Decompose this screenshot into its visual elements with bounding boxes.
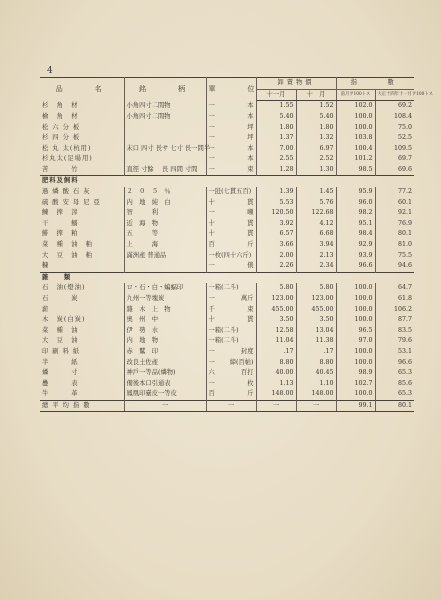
item-grade: 奧 州 中 xyxy=(124,315,206,326)
item-grade xyxy=(124,122,206,133)
unit-measure: 本 xyxy=(247,112,254,120)
index-prev-month: 103.8 xyxy=(336,133,375,144)
header-index-prev-month: 前月ヲ100トス xyxy=(336,89,375,101)
item-name: 石 油(燈油) xyxy=(40,283,124,294)
item-unit xyxy=(206,294,256,305)
index-base: 60.1 xyxy=(397,198,412,206)
item-unit xyxy=(206,165,256,176)
index-base: 81.0 xyxy=(397,241,412,249)
price-november: 148.00 xyxy=(256,389,296,400)
header-grade: 銘 柄 xyxy=(124,78,206,101)
item-unit xyxy=(206,144,256,155)
index-prev-month: 96.5 xyxy=(336,326,375,337)
table-row xyxy=(40,219,414,230)
item-unit xyxy=(206,251,256,262)
unit-measure: 枚 xyxy=(247,379,254,387)
unit-quantity: 一 xyxy=(208,358,215,366)
total-index-prev: 99.1 xyxy=(336,400,375,412)
unit-quantity: 一 xyxy=(208,262,215,270)
table-row xyxy=(40,198,414,209)
unit-measure: 斤 xyxy=(247,390,254,398)
unit-quantity: 一 xyxy=(208,209,215,217)
item-unit xyxy=(206,198,256,209)
index-prev-month: 95.9 xyxy=(336,187,375,198)
item-unit xyxy=(206,229,256,240)
section-title: 肥料及飼料 xyxy=(40,176,414,187)
item-unit xyxy=(206,389,256,400)
item-unit xyxy=(206,368,256,379)
index-prev-month: 100.0 xyxy=(336,112,375,123)
unit-measure: 束 xyxy=(247,165,254,173)
index-base: 96.6 xyxy=(397,358,412,366)
unit-quantity: 一箱(二斗) xyxy=(208,326,239,334)
price-november: 1.80 xyxy=(256,122,296,133)
index-base: 52.5 xyxy=(397,134,412,142)
index-prev-month: 101.2 xyxy=(336,154,375,165)
item-unit xyxy=(206,315,256,326)
unit-measure: 貫 xyxy=(247,230,254,238)
item-grade: ロ・石・白・蝙蝠印 xyxy=(124,283,206,294)
item-grade: 鳳凰印臺皮一等皮 xyxy=(124,389,206,400)
unit-quantity: 十 xyxy=(208,230,215,238)
header-november: 十一月 xyxy=(256,89,296,101)
item-grade xyxy=(124,154,206,165)
unit-quantity: 一 xyxy=(208,295,215,303)
item-grade: 九州一等塊炭 xyxy=(124,294,206,305)
unit-measure: 萬斤 xyxy=(240,295,254,303)
item-grade: 滿洲產 普通品 xyxy=(124,251,206,262)
index-base: 75.0 xyxy=(397,123,412,131)
item-unit xyxy=(206,357,256,368)
index-prev-month: 100.0 xyxy=(336,389,375,400)
price-october: 1.30 xyxy=(296,165,336,176)
item-name: 牛 革 xyxy=(40,389,124,400)
unit-measure: 本 xyxy=(247,155,254,163)
unit-quantity: 十 xyxy=(208,219,215,227)
item-unit xyxy=(206,122,256,133)
table-row xyxy=(40,208,414,219)
unit-quantity: 十 xyxy=(208,316,215,324)
price-october: 2.52 xyxy=(296,154,336,165)
table-row xyxy=(40,144,414,155)
price-november: 5.40 xyxy=(256,112,296,123)
total-october: 一 xyxy=(296,400,336,412)
price-november: 40.00 xyxy=(256,368,296,379)
section-title: 雜 類 xyxy=(40,272,414,283)
item-unit xyxy=(206,379,256,390)
index-prev-month: 92.9 xyxy=(336,240,375,251)
unit-quantity: 一 xyxy=(208,102,215,110)
index-base: 87.7 xyxy=(397,316,412,324)
header-item: 品 名 xyxy=(40,78,124,101)
unit-measure: 貫 xyxy=(247,219,254,227)
header-index-base: 大正十四年十一月ヲ100トス xyxy=(375,89,414,101)
price-november: .17 xyxy=(256,347,296,358)
price-november: 2.55 xyxy=(256,154,296,165)
header-october: 十 月 xyxy=(296,89,336,101)
price-november: 6.57 xyxy=(256,229,296,240)
table-row xyxy=(40,122,414,133)
unit-quantity: 一 xyxy=(208,379,215,387)
table-row xyxy=(40,251,414,262)
price-november: 455.00 xyxy=(256,304,296,315)
price-november: 120.50 xyxy=(256,208,296,219)
index-prev-month: 96.0 xyxy=(336,198,375,209)
unit-measure: 本 xyxy=(247,144,254,152)
price-november: 7.00 xyxy=(256,144,296,155)
price-october: 455.00 xyxy=(296,304,336,315)
index-prev-month: 98.9 xyxy=(336,368,375,379)
price-october: 11.38 xyxy=(296,336,336,347)
price-october: 123.00 xyxy=(296,294,336,305)
index-prev-month: 100.0 xyxy=(336,122,375,133)
price-october: 1.10 xyxy=(296,379,336,390)
item-grade: 神戶一等品(燐物) xyxy=(124,368,206,379)
item-grade: 赤 鷲 印 xyxy=(124,347,206,358)
total-index-base: 80.1 xyxy=(375,400,414,412)
index-prev-month: 95.1 xyxy=(336,219,375,230)
index-prev-month: 98.5 xyxy=(336,165,375,176)
index-base: 106.2 xyxy=(393,305,412,313)
index-prev-month: 102.0 xyxy=(336,101,375,112)
price-november: 3.92 xyxy=(256,219,296,230)
item-unit xyxy=(206,347,256,358)
table-row xyxy=(40,112,414,123)
wholesale-price-table xyxy=(40,77,433,412)
item-unit xyxy=(206,133,256,144)
item-name: 松 丸 太(杭用) xyxy=(40,144,124,155)
table-row xyxy=(40,336,414,347)
item-grade: 小角四寸二間物 xyxy=(124,112,206,123)
item-name: 檜 角 材 xyxy=(40,112,124,123)
price-october: 1.45 xyxy=(296,187,336,198)
unit-measure: 束 xyxy=(247,305,254,313)
unit-quantity: 千 xyxy=(208,305,215,313)
item-name: 苦 竹 xyxy=(40,165,124,176)
item-name: 印 刷 料 紙 xyxy=(40,347,124,358)
item-grade: 上 海 xyxy=(124,240,206,251)
index-base: 53.1 xyxy=(397,347,412,355)
item-unit xyxy=(206,261,256,272)
table-row xyxy=(40,357,414,368)
table-row xyxy=(40,389,414,400)
item-grade: 内 地 物 xyxy=(124,336,206,347)
item-name: 石 炭 xyxy=(40,294,124,305)
price-november: 1.28 xyxy=(256,165,296,176)
item-grade: 五 等 xyxy=(124,229,206,240)
item-name: 糠 xyxy=(40,261,124,272)
index-base: 65.3 xyxy=(397,369,412,377)
item-unit xyxy=(206,208,256,219)
price-october: 6.68 xyxy=(296,229,336,240)
unit-measure: 坪 xyxy=(247,134,254,142)
price-october: 13.04 xyxy=(296,326,336,337)
item-grade: ２ ０ ５ ％ xyxy=(124,187,206,198)
index-prev-month: 100.4 xyxy=(336,144,375,155)
index-base: 76.9 xyxy=(397,219,412,227)
index-prev-month: 97.0 xyxy=(336,336,375,347)
item-name: 鯡 搾 粕 xyxy=(40,229,124,240)
price-october: 2.34 xyxy=(296,261,336,272)
item-unit xyxy=(206,283,256,294)
item-name: 薪 xyxy=(40,304,124,315)
price-october: 2.13 xyxy=(296,251,336,262)
table-row xyxy=(40,165,414,176)
table-row xyxy=(40,315,414,326)
unit-quantity: 一 xyxy=(208,347,215,355)
item-name: 菜 種 油 粕 xyxy=(40,240,124,251)
index-base: 69.7 xyxy=(397,155,412,163)
item-grade: 直徑 寸餘 長 四間 寸間 xyxy=(124,165,206,176)
price-october: 6.97 xyxy=(296,144,336,155)
item-name: 半 紙 xyxy=(40,357,124,368)
unit-quantity: 一 xyxy=(208,134,215,142)
index-base: 79.6 xyxy=(397,337,412,345)
item-grade: 雜 木 上 物 xyxy=(124,304,206,315)
price-october: 122.68 xyxy=(296,208,336,219)
price-october: 4.12 xyxy=(296,219,336,230)
unit-measure: 貫 xyxy=(247,198,254,206)
header-row-1 xyxy=(40,78,414,90)
index-base: 83.5 xyxy=(397,326,412,334)
item-unit xyxy=(206,326,256,337)
index-prev-month: 102.7 xyxy=(336,379,375,390)
index-prev-month: 100.0 xyxy=(336,357,375,368)
unit-measure: 坪 xyxy=(247,123,254,131)
unit-measure: 締(百帖) xyxy=(229,358,254,366)
table-row xyxy=(40,240,414,251)
unit-quantity: 一 xyxy=(208,144,215,152)
item-unit xyxy=(206,240,256,251)
unit-quantity: 六 xyxy=(208,369,215,377)
unit-measure: 封度 xyxy=(240,347,254,355)
index-prev-month: 100.0 xyxy=(336,315,375,326)
index-prev-month: 96.6 xyxy=(336,261,375,272)
header-index-group: 指 數 xyxy=(336,78,414,90)
item-name: 過 燐 酸 石 灰 xyxy=(40,187,124,198)
item-name: 大 豆 油 xyxy=(40,336,124,347)
price-october: .17 xyxy=(296,347,336,358)
table-row xyxy=(40,283,414,294)
price-november: 123.00 xyxy=(256,294,296,305)
unit-measure: 俵 xyxy=(247,262,254,270)
table-row xyxy=(40,304,414,315)
item-grade xyxy=(124,261,206,272)
item-name: 松 六 分 板 xyxy=(40,122,124,133)
price-october: 5.80 xyxy=(296,283,336,294)
header-price-group: 卸賣物價 xyxy=(256,78,336,90)
index-base: 69.6 xyxy=(397,165,412,173)
table-row xyxy=(40,229,414,240)
total-label: 總 平 均 指 數 xyxy=(40,400,124,412)
index-base: 69.2 xyxy=(397,102,412,110)
price-november: 5.80 xyxy=(256,283,296,294)
price-november: 2.26 xyxy=(256,261,296,272)
item-grade: 末口 四寸 長サ 七寸 長一間半 xyxy=(124,144,206,155)
price-november: 12.58 xyxy=(256,326,296,337)
item-name: 大 豆 油 粕 xyxy=(40,251,124,262)
table-row xyxy=(40,326,414,337)
index-base: 108.4 xyxy=(393,112,412,120)
price-november: 8.80 xyxy=(256,357,296,368)
unit-quantity: 一箱(二斗) xyxy=(208,284,239,292)
unit-quantity: 一 xyxy=(208,165,215,173)
item-grade: 智 利 xyxy=(124,208,206,219)
item-unit xyxy=(206,154,256,165)
price-october: 1.32 xyxy=(296,133,336,144)
price-november: 1.39 xyxy=(256,187,296,198)
item-name: 鰊 搾 滓 xyxy=(40,208,124,219)
table-row xyxy=(40,368,414,379)
price-october: 1.52 xyxy=(296,101,336,112)
item-unit xyxy=(206,187,256,198)
item-unit xyxy=(206,219,256,230)
unit-measure: 本 xyxy=(247,102,254,110)
item-name: 疊 表 xyxy=(40,379,124,390)
price-november: 2.00 xyxy=(256,251,296,262)
item-name: 木 炭(白炭) xyxy=(40,315,124,326)
index-prev-month: 98.2 xyxy=(336,208,375,219)
price-october: 8.80 xyxy=(296,357,336,368)
unit-quantity: 一枚(四十六斤) xyxy=(208,251,252,259)
section-title-row xyxy=(40,176,414,187)
unit-quantity: 一瓩(七貫五百) xyxy=(208,188,252,196)
index-prev-month: 100.0 xyxy=(336,283,375,294)
index-prev-month: 100.0 xyxy=(336,294,375,305)
item-name: 菜 種 油 xyxy=(40,326,124,337)
header-unit: 單 位 xyxy=(206,78,256,101)
index-base: 64.7 xyxy=(397,284,412,292)
index-base: 65.3 xyxy=(397,390,412,398)
index-prev-month: 100.0 xyxy=(336,347,375,358)
price-november: 3.50 xyxy=(256,315,296,326)
table-row xyxy=(40,187,414,198)
unit-measure: 百打 xyxy=(240,369,254,377)
unit-quantity: 百 xyxy=(208,241,215,249)
item-unit xyxy=(206,336,256,347)
unit-quantity: 一 xyxy=(208,155,215,163)
price-october: 148.00 xyxy=(296,389,336,400)
item-name: 燐 寸 xyxy=(40,368,124,379)
price-october: 3.94 xyxy=(296,240,336,251)
index-prev-month: 100.0 xyxy=(336,304,375,315)
page-number: 4 xyxy=(47,66,53,76)
index-base: 92.1 xyxy=(397,209,412,217)
section-title-row xyxy=(40,272,414,283)
item-grade: 内 地 純 白 xyxy=(124,198,206,209)
item-name: 硫 酸 安 母 尼 亞 xyxy=(40,198,124,209)
unit-quantity: 一 xyxy=(208,112,215,120)
unit-quantity: 一 xyxy=(208,123,215,131)
index-prev-month: 93.9 xyxy=(336,251,375,262)
item-name: 杉 角 材 xyxy=(40,101,124,112)
item-grade: 小角四寸二間物 xyxy=(124,101,206,112)
price-october: 5.40 xyxy=(296,112,336,123)
price-october: 3.50 xyxy=(296,315,336,326)
item-name: 干 鰯 xyxy=(40,219,124,230)
unit-quantity: 百 xyxy=(208,390,215,398)
index-base: 80.1 xyxy=(397,230,412,238)
table-row xyxy=(40,379,414,390)
total-november: 一 xyxy=(256,400,296,412)
total-grade: 一 xyxy=(124,400,206,412)
item-name: 杉 四 分 板 xyxy=(40,133,124,144)
table-row xyxy=(40,261,414,272)
price-november: 1.37 xyxy=(256,133,296,144)
item-name: 杉丸太(足場用) xyxy=(40,154,124,165)
table-row xyxy=(40,347,414,358)
price-november: 5.53 xyxy=(256,198,296,209)
index-base: 61.8 xyxy=(397,295,412,303)
table-row xyxy=(40,294,414,305)
price-november: 11.04 xyxy=(256,336,296,347)
price-november: 3.66 xyxy=(256,240,296,251)
unit-measure: 噸 xyxy=(247,209,254,217)
unit-measure: 斤 xyxy=(247,241,254,249)
item-grade: 伊 勢 水 xyxy=(124,326,206,337)
total-row xyxy=(40,400,414,412)
unit-quantity: 一箱(二斗) xyxy=(208,337,239,345)
table-row xyxy=(40,133,414,144)
unit-measure: 貫 xyxy=(247,316,254,324)
price-october: 40.45 xyxy=(296,368,336,379)
item-grade: 改良土佐產 xyxy=(124,357,206,368)
index-base: 94.6 xyxy=(397,262,412,270)
index-base: 75.5 xyxy=(397,251,412,259)
price-october: 1.80 xyxy=(296,122,336,133)
index-prev-month: 98.4 xyxy=(336,229,375,240)
index-base: 85.6 xyxy=(397,379,412,387)
price-november: 1.55 xyxy=(256,101,296,112)
item-unit xyxy=(206,112,256,123)
index-base: 109.5 xyxy=(393,144,412,152)
total-unit: 一 xyxy=(206,400,256,412)
unit-quantity: 十 xyxy=(208,198,215,206)
item-grade: 近 海 物 xyxy=(124,219,206,230)
price-october: 5.76 xyxy=(296,198,336,209)
table-row xyxy=(40,101,414,112)
item-unit xyxy=(206,304,256,315)
price-november: 1.13 xyxy=(256,379,296,390)
table-row xyxy=(40,154,414,165)
table-body xyxy=(40,101,414,412)
item-grade xyxy=(124,133,206,144)
item-unit xyxy=(206,101,256,112)
item-grade: 備後本口引通表 xyxy=(124,379,206,390)
index-base: 77.2 xyxy=(397,188,412,196)
